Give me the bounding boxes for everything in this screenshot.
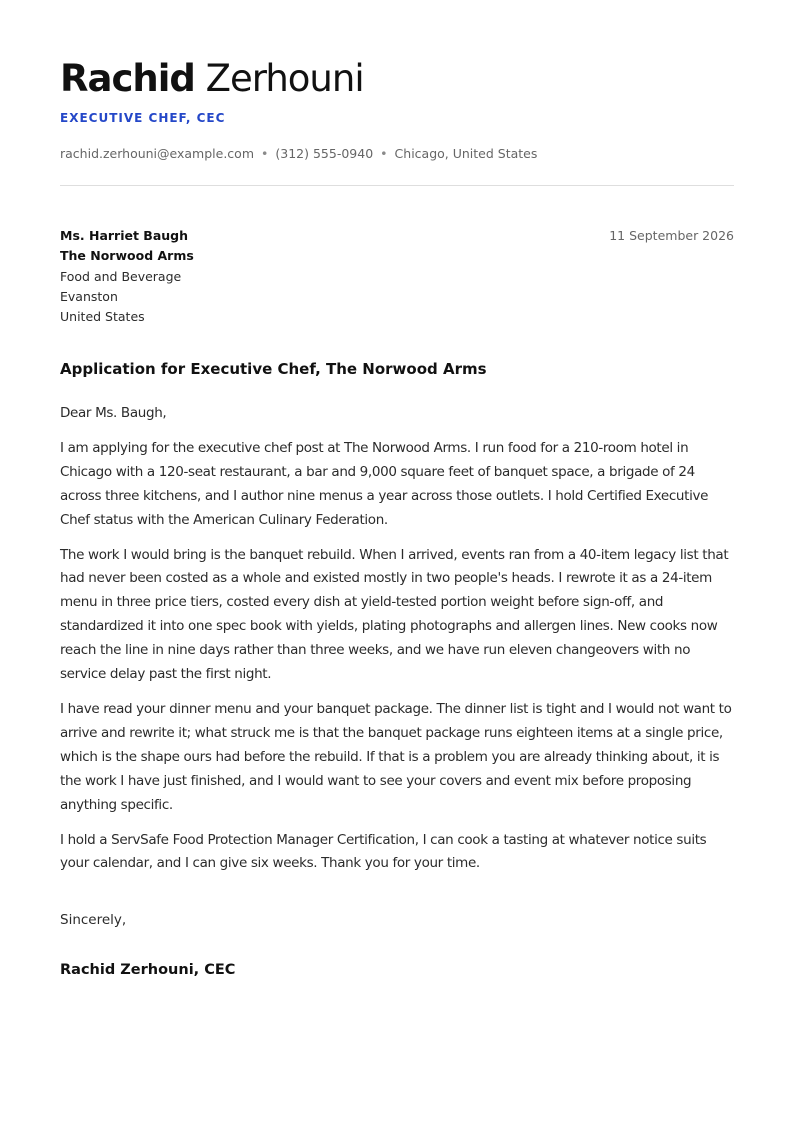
body-paragraph: I hold a ServSafe Food Protection Manager Certification, I can cook a tasting at whatever notice suits your calendar, and I can give six weeks. Thank you for your time. bbox=[60, 831, 707, 872]
letter-body bbox=[60, 402, 736, 887]
contact-line bbox=[60, 146, 537, 161]
letter-closing: Sincerely, bbox=[60, 912, 127, 928]
applicant-name bbox=[60, 56, 364, 102]
applicant-last-name: Zerhouni bbox=[205, 57, 364, 100]
body-paragraph: I have read your dinner menu and your banquet package. The dinner list is tight and I would not want to arrive and rewrite it; what struck me is that the banquet package runs eighteen items at a single price, which is the shape ours had before the rebuild. If that is a problem you are already thinking about, it is the work I have just finished, and I would want to see your covers and event mix before proposing anything specific. bbox=[60, 700, 732, 813]
contact-separator: • bbox=[380, 146, 388, 161]
recipient-city: Evanston bbox=[60, 288, 118, 304]
letter-subject: Application for Executive Chef, The Norwood Arms bbox=[60, 360, 487, 378]
letter-signature: Rachid Zerhouni, CEC bbox=[60, 962, 236, 978]
contact-location: Chicago, United States bbox=[394, 146, 538, 161]
letter-date: 11 September 2026 bbox=[609, 228, 734, 243]
contact-email[interactable]: rachid.zerhouni@example.com bbox=[60, 146, 255, 161]
applicant-job-title: EXECUTIVE CHEF, CEC bbox=[60, 111, 226, 125]
contact-phone[interactable]: (312) 555-0940 bbox=[275, 146, 374, 161]
recipient-block bbox=[60, 226, 194, 327]
body-paragraph: I am applying for the executive chef post at The Norwood Arms. I run food for a 210-room hotel in Chicago with a 120-seat restaurant, a bar and 9,000 square feet of banquet space, a brigade of 24 across three kitchens, and I author nine menus a year across those outlets. I hold Certified Executive Chef status with the American Culinary Federation. bbox=[60, 439, 709, 528]
recipient-name: Ms. Harriet Baugh bbox=[60, 228, 189, 243]
recipient-organization: The Norwood Arms bbox=[60, 248, 194, 264]
applicant-first-name: Rachid bbox=[60, 57, 195, 100]
contact-separator: • bbox=[261, 146, 269, 161]
header-divider bbox=[60, 185, 734, 186]
salutation: Dear Ms. Baugh, bbox=[60, 405, 167, 421]
recipient-department: Food and Beverage bbox=[60, 268, 182, 284]
body-paragraph: The work I would bring is the banquet rebuild. When I arrived, events ran from a 40-item legacy list that had never been costed as a whole and existed mostly in two people's heads. I rewrote it as a 24-item menu in three price tiers, costed every dish at yield-tested portion weight before sign-off, and standardized it into one spec book with yields, plating photographs and allergen lines. New cooks now reach the line in nine days rather than three weeks, and we have run eleven changeovers with no service delay past the first night. bbox=[60, 546, 729, 683]
recipient-country: United States bbox=[60, 309, 145, 325]
